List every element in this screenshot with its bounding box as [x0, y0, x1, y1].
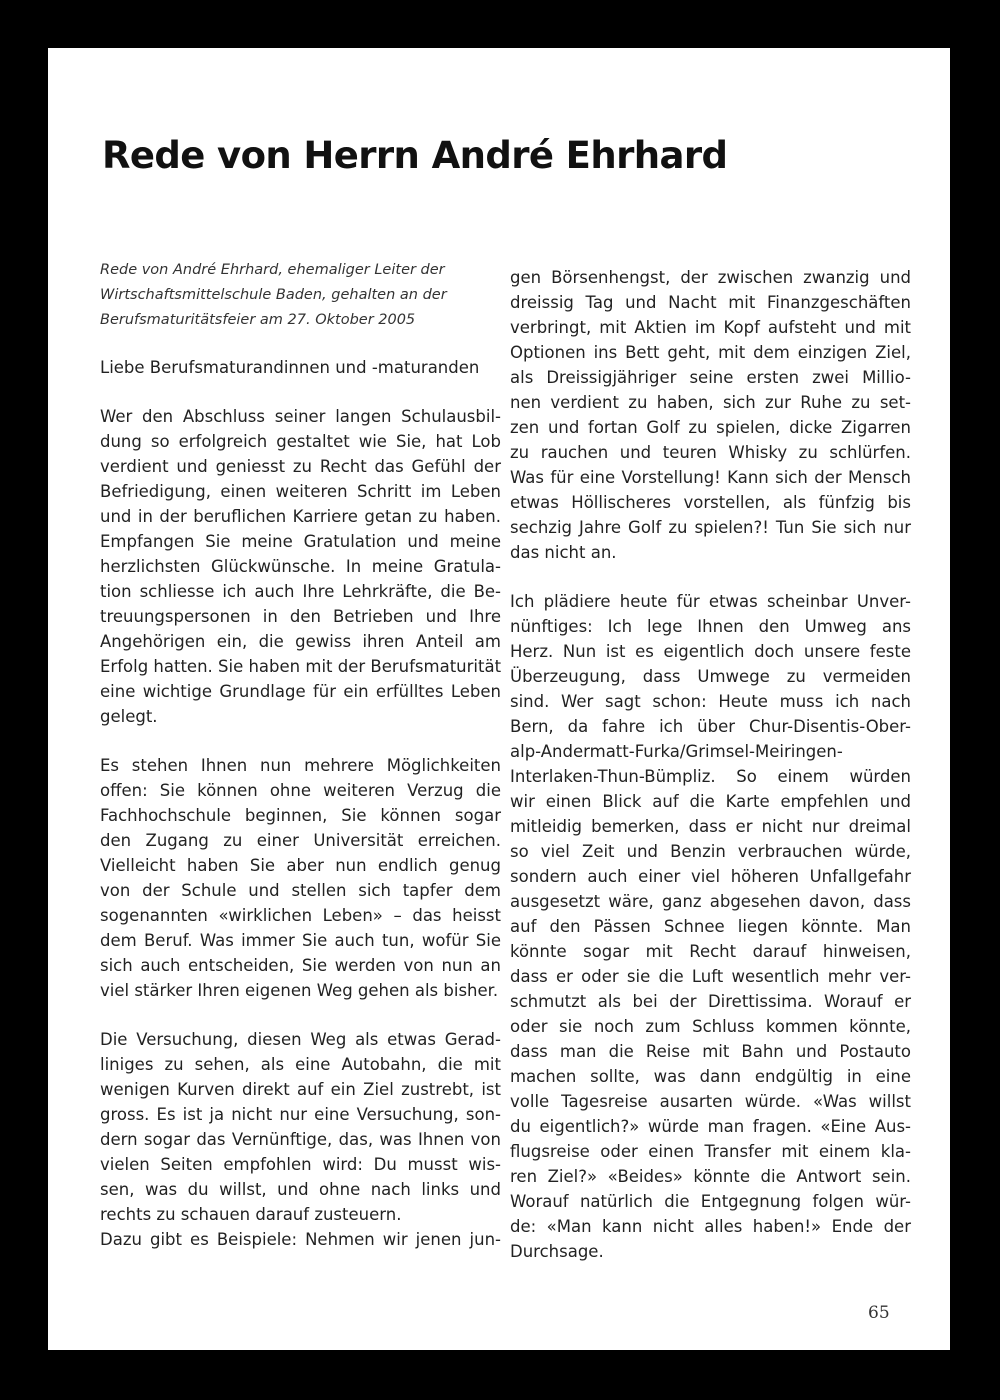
- paragraph: [100, 1027, 501, 1252]
- text-line: Optionen ins Bett geht, mit dem einzigen Ziel,: [510, 343, 911, 362]
- text-line: so viel Zeit und Benzin verbrauchen würde,: [510, 842, 911, 861]
- text-line: herzlichsten Glückwünsche. In meine Gratula-: [100, 557, 501, 576]
- text-line: mitleidig bemerken, dass er nicht nur dreimal: [510, 817, 911, 836]
- text-line: dreissig Tag und Nacht mit Finanzgeschäften: [510, 293, 911, 312]
- text-line: treuungspersonen in den Betrieben und Ihre: [100, 607, 501, 626]
- text-line: Ich plädiere heute für etwas scheinbar Unver-: [510, 592, 911, 611]
- text-line: Überzeugung, dass Umwege zu vermeiden: [510, 667, 911, 686]
- text-line: gross. Es ist ja nicht nur eine Versuchung, son-: [100, 1105, 501, 1124]
- text-line: dung so erfolgreich gestaltet wie Sie, hat Lob: [100, 432, 501, 451]
- text-line: ren Ziel?» «Beides» könnte die Antwort sein.: [510, 1167, 911, 1186]
- page-number: 65: [868, 1303, 890, 1323]
- text-line: dem Beruf. Was immer Sie auch tun, wofür Sie: [100, 931, 501, 950]
- text-line: tion schliesse ich auch Ihre Lehrkräfte, die Be-: [100, 582, 501, 601]
- text-line: Vielleicht haben Sie aber nun endlich genug: [100, 856, 501, 875]
- text-line: könnte sogar mit Recht darauf hinweisen,: [510, 942, 911, 961]
- text-line: schmutzt als bei der Direttissima. Worauf er: [510, 992, 911, 1011]
- text-line: Dazu gibt es Beispiele: Nehmen wir jenen jun-: [100, 1230, 501, 1249]
- text-line: etwas Höllischeres vorstellen, als fünfzig bis: [510, 493, 911, 512]
- text-line: als Dreissigjähriger seine ersten zwei Millio-: [510, 368, 911, 387]
- text-line: Die Versuchung, diesen Weg als etwas Gerad-: [100, 1030, 501, 1049]
- text-line: sogenannten «wirklichen Leben» – das heisst: [100, 906, 501, 925]
- intro-line: Berufsmaturitätsfeier am 27. Oktober 2005: [100, 312, 416, 328]
- text-line: sondern auch einer viel höheren Unfallgefahr: [510, 867, 911, 886]
- text-line: den Zugang zu einer Universität erreichen.: [100, 831, 501, 850]
- page-title: Rede von Herrn André Ehrhard: [102, 134, 728, 177]
- text-line: sechzig Jahre Golf zu spielen?! Tun Sie sich nur: [510, 518, 911, 537]
- text-line: offen: Sie können ohne weiteren Verzug die: [100, 781, 501, 800]
- text-line: von der Schule und stellen sich tapfer dem: [100, 881, 501, 900]
- text-line: Herz. Nun ist es eigentlich doch unsere feste: [510, 642, 911, 661]
- text-line: rechts zu schauen darauf zusteuern.: [100, 1205, 402, 1224]
- text-line: zu rauchen und teuren Whisky zu schlürfen.: [510, 443, 911, 462]
- text-line: das nicht an.: [510, 543, 617, 562]
- paragraph: [510, 589, 911, 1264]
- text-line: Interlaken-Thun-Bümpliz. So einem würden: [510, 767, 911, 786]
- salutation: Liebe Berufsmaturandinnen und -maturanden: [100, 358, 480, 377]
- intro-line: Rede von André Ehrhard, ehemaliger Leiter der: [100, 262, 445, 278]
- text-line: viel stärker Ihren eigenen Weg gehen als bisher.: [100, 981, 499, 1000]
- right-column: [510, 265, 911, 1264]
- text-line: Es stehen Ihnen nun mehrere Möglichkeiten: [100, 756, 501, 775]
- text-line: Erfolg hatten. Sie haben mit der Berufsmaturität: [100, 657, 502, 676]
- text-line: zen und fortan Golf zu spielen, dicke Zigarren: [510, 418, 911, 437]
- text-line: dern sogar das Vernünftige, das, was Ihnen von: [100, 1130, 501, 1149]
- text-line: Empfangen Sie meine Gratulation und meine: [100, 532, 501, 551]
- left-column: [100, 258, 501, 1252]
- text-line: flugsreise oder einen Transfer mit einem kla-: [510, 1142, 911, 1161]
- text-line: alp-Andermatt-Furka/Grimsel-Meiringen-: [510, 742, 843, 761]
- text-line: sich auch entscheiden, Sie werden von nun an: [100, 956, 501, 975]
- text-line: gen Börsenhengst, der zwischen zwanzig und: [510, 268, 911, 287]
- text-line: sind. Wer sagt schon: Heute muss ich nach: [510, 692, 911, 711]
- paragraph: [100, 404, 501, 729]
- text-line: liniges zu sehen, als eine Autobahn, die mit: [100, 1055, 501, 1074]
- text-line: machen sollte, was dann endgültig in eine: [510, 1067, 911, 1086]
- text-line: Wer den Abschluss seiner langen Schulausbil-: [100, 407, 501, 426]
- text-line: und in der beruflichen Karriere getan zu haben.: [100, 507, 501, 526]
- intro-line: Wirtschaftsmittelschule Baden, gehalten an der: [100, 287, 447, 303]
- text-line: dass er oder sie die Luft wesentlich mehr ver-: [510, 967, 911, 986]
- text-line: Durchsage.: [510, 1242, 604, 1261]
- text-line: nünftiges: Ich lege Ihnen den Umweg ans: [510, 617, 911, 636]
- text-line: wenigen Kurven direkt auf ein Ziel zustrebt, ist: [100, 1080, 501, 1099]
- intro-note: [100, 258, 501, 333]
- text-line: gelegt.: [100, 707, 158, 726]
- text-line: eine wichtige Grundlage für ein erfülltes Leben: [100, 682, 501, 701]
- text-line: Befriedigung, einen weiteren Schritt im Leben: [100, 482, 501, 501]
- text-line: auf den Pässen Schnee liegen könnte. Man: [510, 917, 911, 936]
- text-line: oder sie noch zum Schluss kommen könnte,: [510, 1017, 911, 1036]
- text-line: verdient und geniesst zu Recht das Gefühl der: [100, 457, 501, 476]
- paragraph: [510, 265, 911, 565]
- text-line: de: «Man kann nicht alles haben!» Ende der: [510, 1217, 911, 1236]
- text-line: Worauf natürlich die Entgegnung folgen wür-: [510, 1192, 911, 1211]
- text-line: Was für eine Vorstellung! Kann sich der Mensch: [510, 468, 911, 487]
- text-line: ausgesetzt wäre, ganz abgesehen davon, dass: [510, 892, 911, 911]
- text-line: verbringt, mit Aktien im Kopf aufsteht und mit: [510, 318, 911, 337]
- text-line: Fachhochschule beginnen, Sie können sogar: [100, 806, 501, 825]
- text-line: Angehörigen ein, die gewiss ihren Anteil am: [100, 632, 501, 651]
- text-line: nen verdient zu haben, sich zur Ruhe zu set-: [510, 393, 911, 412]
- text-line: wir einen Blick auf die Karte empfehlen und: [510, 792, 911, 811]
- document-page: [48, 48, 950, 1350]
- text-line: volle Tagesreise ausarten würde. «Was willst: [510, 1092, 911, 1111]
- text-line: sen, was du willst, und ohne nach links und: [100, 1180, 501, 1199]
- text-line: du eigentlich?» würde man fragen. «Eine Aus-: [510, 1117, 911, 1136]
- text-line: vielen Seiten empfohlen wird: Du musst wis-: [100, 1155, 501, 1174]
- text-line: Bern, da fahre ich über Chur-Disentis-Ober-: [510, 717, 911, 736]
- paragraph: [100, 753, 501, 1003]
- text-line: dass man die Reise mit Bahn und Postauto: [510, 1042, 911, 1061]
